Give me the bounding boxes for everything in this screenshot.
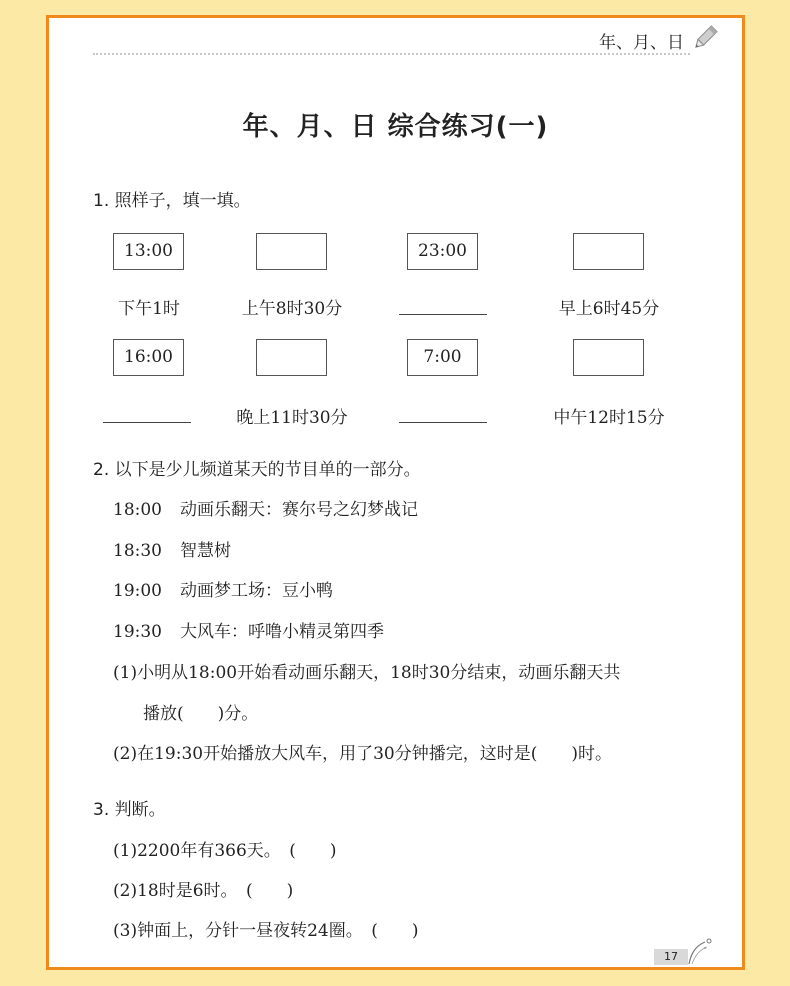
time-caption: 早上6时45分 (558, 299, 660, 319)
question-2-heading: 2. 以下是少儿频道某天的节目单的一部分。 (93, 460, 421, 480)
time-caption: 中午12时15分 (553, 408, 665, 428)
time-caption: 晚上11时30分 (236, 408, 348, 428)
schedule-time: 19:30 (113, 622, 162, 642)
answer-box[interactable] (573, 233, 644, 270)
sub-question-text: 播放( )分。 (143, 704, 259, 724)
judgement-item: (1)2200年有366天。 ( ) (113, 841, 337, 861)
schedule-time: 18:30 (113, 541, 162, 561)
sub-question-text: (1)小明从18:00开始看动画乐翻天，18时30分结束，动画乐翻天共 (113, 663, 621, 683)
page-title: 年、月、日 综合练习(一) (242, 112, 549, 142)
answer-blank[interactable] (399, 422, 487, 423)
answer-box[interactable] (256, 339, 327, 376)
page-number: 17 (654, 949, 688, 965)
time-caption: 下午1时 (118, 299, 180, 319)
answer-blank[interactable] (399, 314, 487, 315)
answer-box[interactable] (256, 233, 327, 270)
schedule-row (113, 536, 231, 561)
schedule-program: 大风车：呼噜小精灵第四季 (180, 622, 384, 642)
header-divider (93, 53, 690, 55)
flourish-icon (685, 936, 715, 966)
schedule-program: 动画乐翻天：赛尔号之幻梦战记 (180, 500, 418, 520)
answer-blank[interactable] (103, 422, 191, 423)
sub-question-text: (2)在19:30开始播放大风车，用了30分钟播完，这时是( )时。 (113, 744, 612, 764)
judgement-item: (2)18时是6时。 ( ) (113, 881, 294, 901)
worksheet-page (46, 15, 745, 970)
question-1-heading: 1. 照样子，填一填。 (93, 191, 251, 211)
time-box: 16:00 (113, 339, 184, 376)
schedule-time: 19:00 (113, 581, 162, 601)
answer-box[interactable] (573, 339, 644, 376)
time-caption: 上午8时30分 (241, 299, 343, 319)
pencil-icon (692, 24, 718, 52)
time-box: 7:00 (407, 339, 478, 376)
section-label: 年、月、日 (599, 33, 684, 53)
question-3-heading: 3. 判断。 (93, 800, 166, 820)
judgement-item: (3)钟面上，分针一昼夜转24圈。 ( ) (113, 921, 419, 941)
schedule-row (113, 576, 333, 601)
schedule-row (113, 495, 418, 520)
schedule-time: 18:00 (113, 500, 162, 520)
schedule-program: 动画梦工场：豆小鸭 (180, 581, 333, 601)
schedule-program: 智慧树 (180, 541, 231, 561)
schedule-row (113, 617, 384, 642)
time-box: 23:00 (407, 233, 478, 270)
time-box: 13:00 (113, 233, 184, 270)
